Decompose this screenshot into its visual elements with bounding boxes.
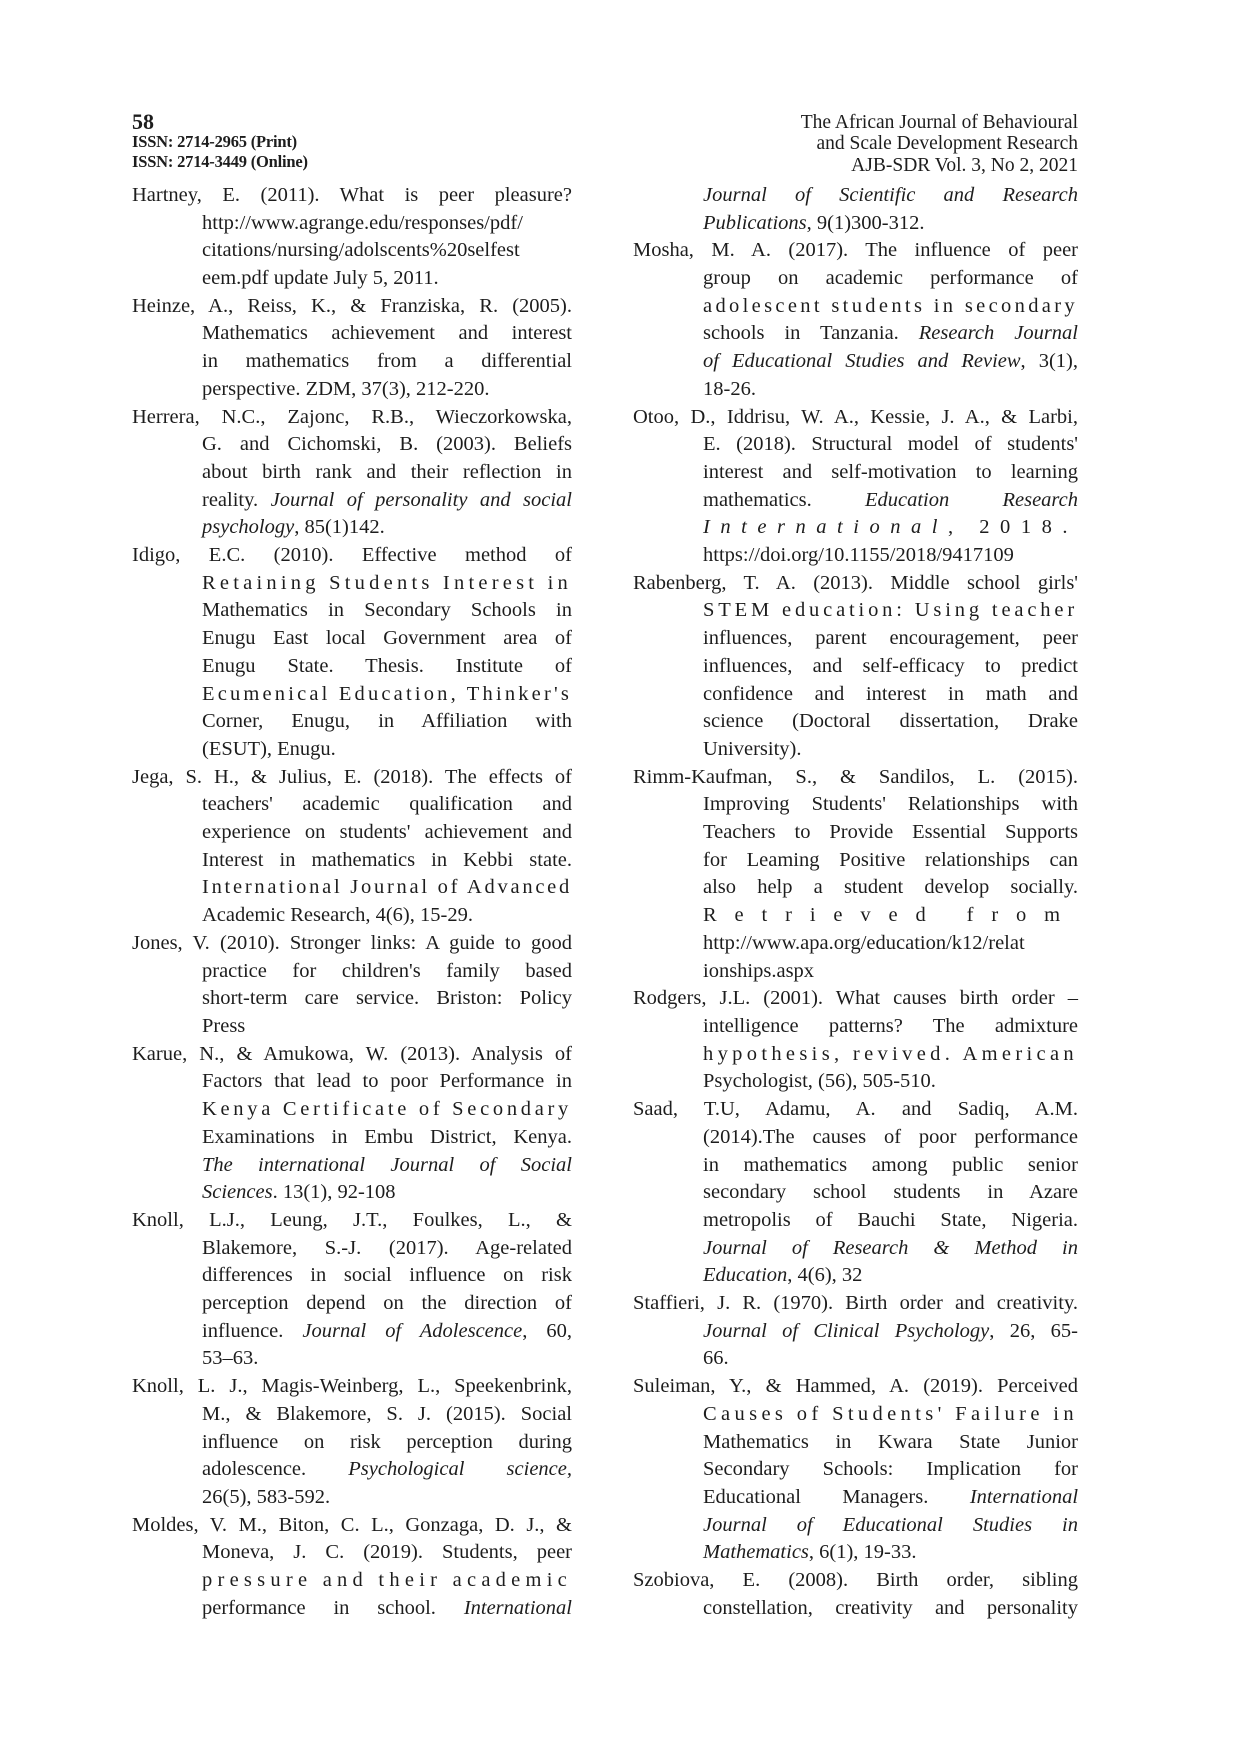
journal-title-line2: and Scale Development Research: [816, 133, 1078, 155]
reference-line: Idigo, E.C. (2010). Effective method of: [132, 544, 572, 567]
reference-line: Moneva, J. C. (2019). Students, peer: [202, 1541, 572, 1564]
reference-entry: [633, 237, 1078, 403]
reference-line: Enugu East local Government area of: [202, 627, 572, 650]
reference-entry: [633, 1567, 1078, 1622]
reference-line: perception depend on the direction of: [202, 1292, 572, 1315]
reference-line: adolescent students in secondary: [703, 294, 1078, 317]
reference-line: hypothesis, revived. American: [703, 1042, 1078, 1065]
reference-line: Secondary Schools: Implication for: [703, 1458, 1078, 1481]
reference-line: intelligence patterns? The admixture: [703, 1014, 1078, 1037]
reference-line: 66.: [703, 1347, 729, 1370]
reference-line: metropolis of Bauchi State, Nigeria.: [703, 1208, 1078, 1231]
reference-line: Jega, S. H., & Julius, E. (2018). The effects of: [132, 765, 572, 788]
reference-line: The international Journal of Social: [202, 1153, 572, 1176]
journal-volume-line: AJB-SDR Vol. 3, No 2, 2021: [851, 154, 1078, 176]
reference-line: Ecumenical Education, Thinker's: [202, 682, 572, 705]
reference-line: http://www.agrange.edu/responses/pdf/: [202, 211, 523, 234]
references-column-right: [633, 182, 1078, 1623]
reference-line: Journal of Scientific and Research: [703, 183, 1078, 206]
page-header: [132, 109, 1078, 176]
reference-line: perspective. ZDM, 37(3), 212-220.: [202, 377, 490, 400]
reference-entry: [633, 1290, 1078, 1373]
reference-line: Journal of Research & Method in: [703, 1236, 1078, 1259]
reference-line: influence on risk perception during: [202, 1430, 572, 1453]
issn-online: ISSN: 2714-3449 (Online): [132, 152, 308, 171]
reference-line: performance in school. International: [202, 1596, 572, 1619]
reference-line: Staffieri, J. R. (1970). Birth order and creativity.: [633, 1292, 1078, 1315]
header-left: [132, 109, 308, 172]
reference-entry: [633, 182, 1078, 237]
reference-line: Saad, T.U, Adamu, A. and Sadiq, A.M.: [633, 1098, 1078, 1121]
reference-entry: [633, 1373, 1078, 1567]
reference-line: https://doi.org/10.1155/2018/9417109: [703, 544, 1014, 567]
reference-line: Corner, Enugu, in Affiliation with: [202, 710, 572, 733]
reference-entry: [132, 404, 572, 543]
reference-line: Szobiova, E. (2008). Birth order, sibling: [633, 1569, 1078, 1592]
reference-line: experience on students' achievement and: [202, 821, 572, 844]
reference-line: Otoo, D., Iddrisu, W. A., Kessie, J. A., & Larbi,: [633, 405, 1078, 428]
reference-line: in mathematics among public senior: [703, 1153, 1078, 1176]
reference-line: practice for children's family based: [202, 959, 572, 982]
reference-line: Heinze, A., Reiss, K., & Franziska, R. (2005).: [132, 294, 572, 317]
reference-line: STEM education: Using teacher: [703, 599, 1078, 622]
reference-line: Mathematics in Kwara State Junior: [703, 1430, 1078, 1453]
reference-line: Herrera, N.C., Zajonc, R.B., Wieczorkowska,: [132, 405, 572, 428]
reference-line: http://www.apa.org/education/k12/relat: [703, 931, 1025, 954]
reference-entry: [132, 764, 572, 930]
journal-title-line1: The African Journal of Behavioural: [800, 112, 1078, 133]
reference-line: Knoll, L.J., Leung, J.T., Foulkes, L., &: [132, 1208, 572, 1231]
reference-line: Knoll, L. J., Magis-Weinberg, L., Speekenbrink,: [132, 1375, 572, 1398]
reference-line: about birth rank and their reflection in: [202, 460, 572, 483]
reference-line: ionships.aspx: [703, 959, 815, 982]
reference-entry: [633, 570, 1078, 764]
page-content: [132, 109, 1079, 1622]
reference-line: reality. Journal of personality and social: [202, 488, 572, 511]
reference-line: Mathematics in Secondary Schools in: [202, 599, 572, 622]
reference-line: Enugu State. Thesis. Institute of: [202, 654, 572, 677]
reference-entry: [633, 985, 1078, 1096]
reference-line: pressure and their academic: [202, 1569, 573, 1592]
reference-line: (2014).The causes of poor performance: [703, 1125, 1078, 1148]
reference-line: Education, 4(6), 32: [703, 1264, 863, 1287]
reference-entry: [132, 182, 572, 293]
reference-line: International, 2018.: [703, 516, 1079, 539]
reference-line: University).: [703, 737, 802, 760]
reference-line: Moldes, V. M., Biton, C. L., Gonzaga, D. J., &: [132, 1513, 573, 1536]
issn-print: ISSN: 2714-2965 (Print): [132, 132, 297, 151]
journal-header: [801, 112, 1078, 176]
reference-line: interest and self-motivation to learning: [703, 460, 1078, 483]
reference-line: E. (2018). Structural model of students': [703, 433, 1078, 456]
reference-line: adolescence. Psychological science,: [202, 1458, 572, 1481]
reference-line: Kenya Certificate of Secondary: [202, 1098, 573, 1121]
reference-line: Rimm-Kaufman, S., & Sandilos, L. (2015).: [633, 765, 1078, 788]
reference-line: 26(5), 583-592.: [202, 1485, 331, 1508]
reference-line: in mathematics from a differential: [202, 350, 572, 373]
reference-line: Jones, V. (2010). Stronger links: A guide to good: [132, 931, 572, 954]
reference-line: 53–63.: [202, 1347, 259, 1370]
reference-line: science (Doctoral dissertation, Drake: [703, 710, 1078, 733]
reference-line: eem.pdf update July 5, 2011.: [202, 267, 439, 289]
reference-line: Journal of Educational Studies in: [703, 1513, 1078, 1536]
reference-line: group on academic performance of: [703, 267, 1078, 289]
reference-line: also help a student develop socially.: [703, 876, 1078, 899]
references-columns: [132, 182, 1078, 1623]
reference-line: G. and Cichomski, B. (2003). Beliefs: [202, 433, 572, 456]
reference-entry: [633, 1096, 1078, 1290]
reference-line: M., & Blakemore, S. J. (2015). Social: [202, 1402, 572, 1425]
reference-line: Factors that lead to poor Performance in: [202, 1070, 572, 1093]
reference-line: Hartney, E. (2011). What is peer pleasure?: [132, 183, 572, 206]
reference-line: Mathematics achievement and interest: [202, 322, 572, 345]
reference-line: Mosha, M. A. (2017). The influence of peer: [633, 239, 1078, 262]
reference-line: constellation, creativity and personality: [703, 1596, 1078, 1619]
reference-line: psychology, 85(1)142.: [202, 516, 385, 539]
reference-line: Teachers to Provide Essential Supports: [703, 821, 1078, 844]
reference-line: (ESUT), Enugu.: [202, 737, 336, 760]
reference-line: Press: [202, 1014, 246, 1037]
reference-entry: [633, 764, 1078, 986]
reference-line: Sciences. 13(1), 92-108: [202, 1181, 396, 1204]
reference-line: Interest in mathematics in Kebbi state.: [202, 848, 572, 871]
reference-line: mathematics. Education Research: [703, 488, 1078, 511]
reference-line: Karue, N., & Amukowa, W. (2013). Analysis of: [132, 1042, 572, 1065]
reference-line: Psychologist, (56), 505-510.: [703, 1070, 936, 1093]
reference-line: 18-26.: [703, 377, 756, 400]
reference-entry: [132, 930, 572, 1041]
reference-line: short-term care service. Briston: Policy: [202, 987, 572, 1010]
reference-line: confidence and interest in math and: [703, 682, 1078, 705]
reference-entry: [132, 1512, 572, 1623]
reference-line: Journal of Clinical Psychology, 26, 65-: [703, 1319, 1079, 1342]
reference-line: influences, and self-efficacy to predict: [703, 654, 1078, 677]
reference-line: Rodgers, J.L. (2001). What causes birth order –: [633, 987, 1078, 1010]
page-number: 58: [132, 109, 154, 134]
reference-line: International Journal of Advanced: [202, 876, 572, 899]
reference-entry: [132, 542, 572, 764]
reference-entry: [633, 404, 1078, 570]
reference-entry: [132, 1041, 572, 1207]
reference-line: Suleiman, Y., & Hammed, A. (2019). Perceived: [633, 1375, 1078, 1398]
reference-line: Examinations in Embu District, Kenya.: [202, 1125, 572, 1148]
reference-line: differences in social influence on risk: [202, 1264, 572, 1287]
reference-line: influence. Journal of Adolescence, 60,: [202, 1319, 573, 1342]
reference-entry: [132, 1373, 572, 1512]
reference-line: of Educational Studies and Review, 3(1),: [703, 350, 1079, 373]
reference-line: schools in Tanzania. Research Journal: [703, 322, 1078, 345]
reference-line: for Leaming Positive relationships can: [703, 848, 1078, 871]
reference-line: Academic Research, 4(6), 15-29.: [202, 904, 473, 927]
reference-line: Retaining Students Interest in: [202, 571, 572, 594]
reference-line: Educational Managers. International: [703, 1485, 1079, 1508]
reference-line: Improving Students' Relationships with: [703, 793, 1078, 816]
reference-line: teachers' academic qualification and: [202, 793, 572, 816]
reference-line: Retrieved from: [703, 904, 1078, 927]
reference-line: Publications, 9(1)300-312.: [703, 211, 925, 234]
reference-line: influences, parent encouragement, peer: [703, 627, 1078, 650]
reference-line: Causes of Students' Failure in: [703, 1402, 1078, 1425]
reference-line: secondary school students in Azare: [703, 1181, 1078, 1204]
reference-line: Mathematics, 6(1), 19-33.: [703, 1541, 917, 1564]
reference-entry: [132, 293, 572, 404]
reference-line: citations/nursing/adolscents%20selfest: [202, 239, 520, 262]
reference-line: Rabenberg, T. A. (2013). Middle school girls': [633, 571, 1078, 594]
references-column-left: [132, 182, 572, 1623]
reference-line: Blakemore, S.-J. (2017). Age-related: [202, 1236, 572, 1259]
reference-entry: [132, 1207, 572, 1373]
